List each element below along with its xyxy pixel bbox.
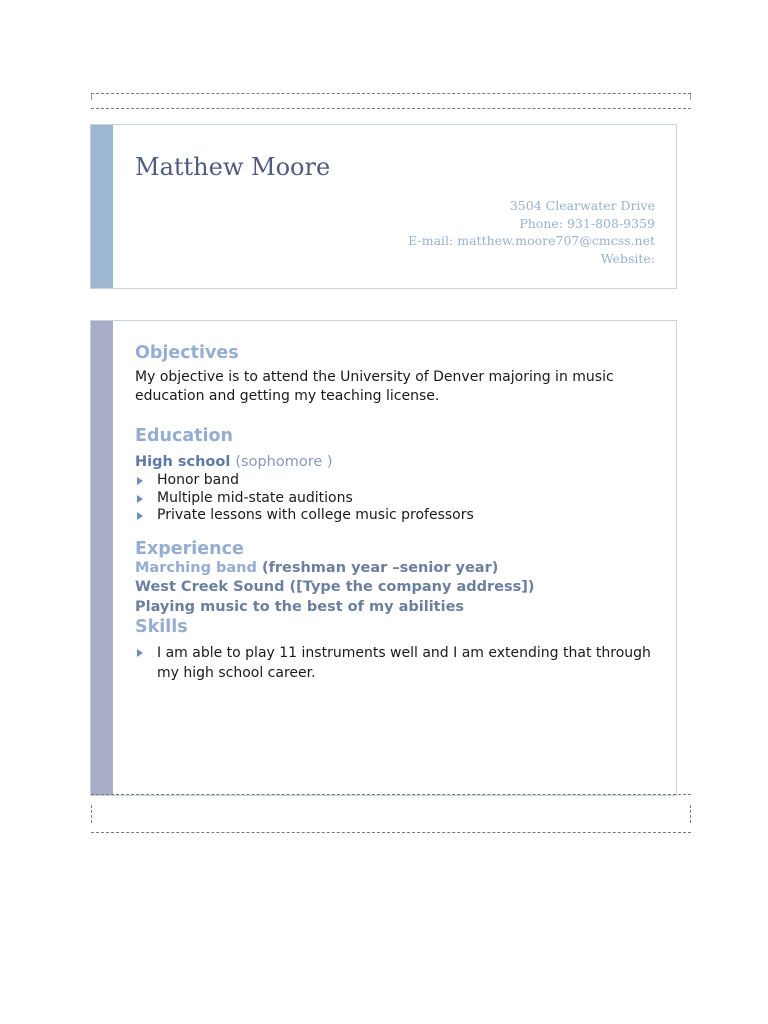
skills-heading: Skills xyxy=(135,617,188,637)
bullet-arrow-icon xyxy=(137,495,143,503)
education-heading: Education xyxy=(135,426,233,446)
contact-info xyxy=(408,197,655,267)
education-school xyxy=(135,453,655,472)
header-accent-bar xyxy=(91,125,113,288)
experience-heading: Experience xyxy=(135,538,244,559)
email: E-mail: matthew.moore707@cmcss.net xyxy=(408,233,655,249)
experience-title-line xyxy=(135,559,655,579)
objectives-heading: Objectives xyxy=(135,343,239,363)
experience-description: Playing music to the best of my abilities xyxy=(135,598,465,615)
phone: Phone: 931-808-9359 xyxy=(519,215,655,231)
bullet-arrow-icon xyxy=(137,512,143,520)
resume-body-box xyxy=(90,320,677,796)
school-name: High school xyxy=(135,454,231,470)
experience-title: Marching band xyxy=(135,559,257,576)
bullet-arrow-icon xyxy=(137,649,143,657)
experience-company: West Creek Sound ([Type the company address]) xyxy=(135,579,535,595)
address: 3504 Clearwater Drive xyxy=(509,198,655,213)
school-level: (sophomore ) xyxy=(235,454,333,470)
footer-region-dashed-border xyxy=(91,794,691,833)
bullet-arrow-icon xyxy=(137,477,143,485)
list-item: Multiple mid-state auditions xyxy=(135,490,655,508)
objectives-text: My objective is to attend the University of Denver majoring in music education and getting my teaching license. xyxy=(135,369,614,404)
header-region-dashed-border xyxy=(91,93,691,109)
resume-content xyxy=(135,343,655,683)
body-accent-bar xyxy=(91,321,113,795)
experience-dates: (freshman year –senior year) xyxy=(261,559,499,576)
list-item: Private lessons with college music professors xyxy=(135,507,655,525)
list-item: Honor band xyxy=(135,472,655,490)
list-item: I am able to play 11 instruments well and I am extending that through my high school career. xyxy=(135,643,655,683)
skills-list xyxy=(135,643,655,683)
candidate-name: Matthew Moore xyxy=(135,153,331,181)
contact-header-box xyxy=(90,124,677,289)
education-list xyxy=(135,472,655,525)
website: Website: xyxy=(600,250,655,266)
